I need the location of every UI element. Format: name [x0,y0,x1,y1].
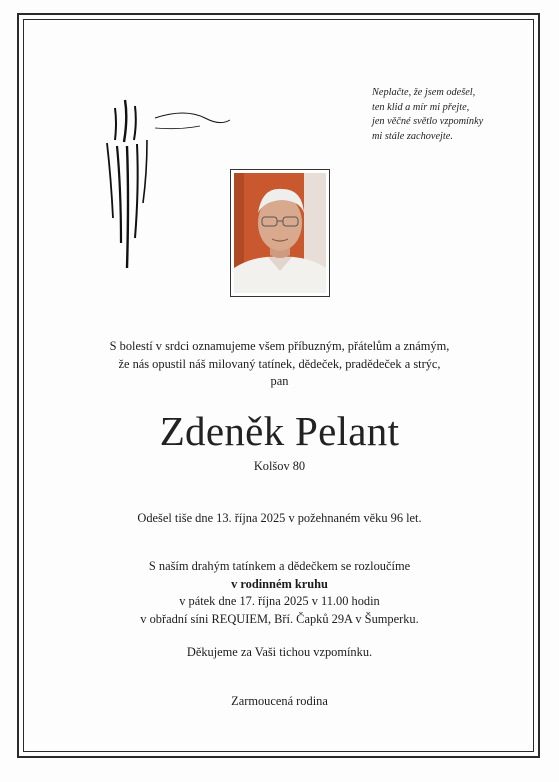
quote-line: jen věčné světlo vzpomínky [372,116,484,127]
funeral-private-note: v rodinném kruhu [231,576,328,591]
quote-line: ten klid a mír mi přejte, [372,101,470,113]
passing-statement: Odešel tiše dne 13. října 2025 v požehnaném věku 96 let. [137,511,422,525]
announcement-line: S bolestí v srdci oznamujeme všem příbuzným, přátelům a známým, [109,339,450,353]
quote-line: Neplačte, že jsem odešel, [372,87,476,98]
announcement-text [0,338,559,391]
quote-line: mi stále zachovejte. [372,130,453,142]
funeral-location: v obřadní síni REQUIEM, Bří. Čapků 29A v Šumperku. [140,611,419,626]
funeral-date-time: v pátek dne 17. října 2025 v 11.00 hodin [179,594,380,608]
announcement-line: že nás opustil náš milovaný tatínek, dědeček, pradědeček a strýc, [118,356,441,371]
memorial-quote [372,86,522,144]
portrait-photo [234,173,326,293]
funeral-details [0,558,559,628]
funeral-line: S naším drahým tatínkem a dědečkem se rozloučíme [148,559,411,573]
thanks-text: Děkujeme za Vaši tichou vzpomínku. [186,645,373,659]
deceased-address: Kolšov 80 [253,459,306,473]
candle-flame-illustration [55,68,235,283]
announcement-line: pan [270,374,289,388]
deceased-name: Zdeněk Pelant [159,408,400,454]
family-signature: Zarmoucená rodina [231,694,328,708]
